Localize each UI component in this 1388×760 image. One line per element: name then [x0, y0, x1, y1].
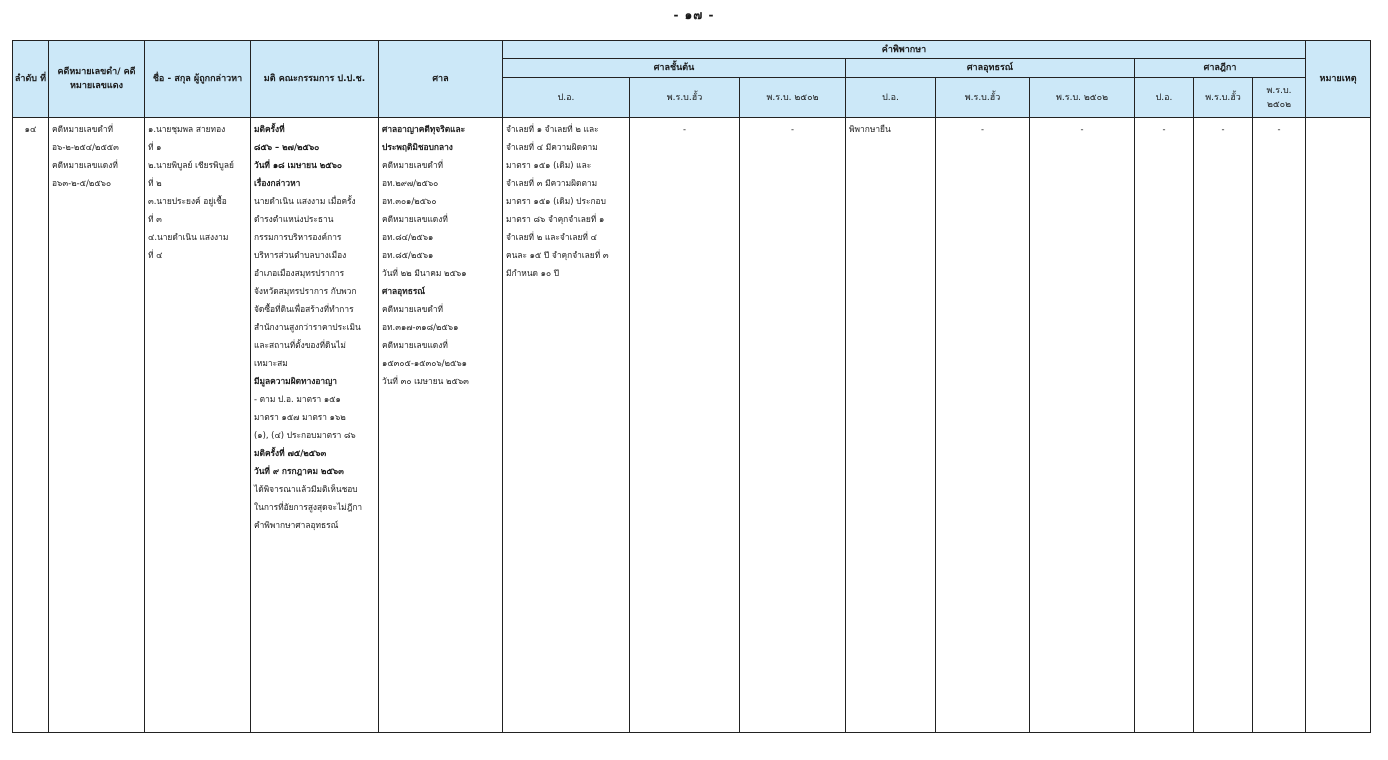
name-line: ที่ ๔: [148, 250, 163, 260]
resolution-line: คำพิพากษาศาลอุทธรณ์: [254, 520, 339, 530]
name-line: ที่ ๒: [148, 178, 162, 188]
header-first-pr2502: พ.ร.บ. ๒๕๐๒: [740, 78, 846, 118]
resolution-line: ได้พิจารณาแล้วมีมติเห็นชอบ: [254, 484, 358, 494]
court-line: คดีหมายเลขดำที่: [382, 160, 444, 170]
cell-name: [145, 118, 251, 733]
name-line: ๔.นายดำเนิน แสงงาม: [148, 232, 229, 242]
case-line: คดีหมายเลขดำที่: [52, 124, 114, 134]
cell-first-po: [503, 118, 630, 733]
court-line: คดีหมายเลขแดงที่: [382, 214, 448, 224]
header-first-pru: พ.ร.บ.ฮั้ว: [630, 78, 740, 118]
header-supreme-pru: พ.ร.บ.ฮั้ว: [1194, 78, 1253, 118]
court-line: ประพฤติมิชอบกลาง: [382, 142, 453, 152]
cell-appeal-pru: -: [936, 118, 1030, 733]
verdict-line: จำเลยที่ ๒ และจำเลยที่ ๔: [506, 232, 597, 242]
resolution-line: กรรมการบริหารองค์การ: [254, 232, 342, 242]
court-line: วันที่ ๓๐ เมษายน ๒๕๖๓: [382, 376, 469, 386]
header-supreme-po: ป.อ.: [1135, 78, 1194, 118]
resolution-line: เหมาะสม: [254, 358, 288, 368]
header-court-supreme: ศาลฎีกา: [1135, 59, 1306, 78]
court-line: อท.๓๑๗-๓๑๘/๒๕๖๑: [382, 322, 459, 332]
resolution-line: มติครั้งที่ ๗๕/๒๕๖๓: [254, 448, 327, 458]
cell-resolution: [251, 118, 379, 733]
header-order: ลำดับ ที่: [13, 41, 49, 118]
cell-case-number: [49, 118, 145, 733]
cell-supreme-pr2502: -: [1253, 118, 1306, 733]
cell-supreme-pru: -: [1194, 118, 1253, 733]
court-line: อท.๘๔/๒๕๖๑: [382, 232, 434, 242]
header-case-number: คดีหมายเลขดำ/ คดีหมายเลขแดง: [49, 41, 145, 118]
verdict-line: มีกำหนด ๑๐ ปี: [506, 268, 560, 278]
header-remarks: หมายเหตุ: [1306, 41, 1371, 118]
cell-order: ๑๔: [13, 118, 49, 733]
verdict-line: คนละ ๑๕ ปี จำคุกจำเลยที่ ๓: [506, 250, 609, 260]
resolution-line: (๑), (๔) ประกอบมาตรา ๘๖: [254, 430, 356, 440]
name-line: ๒.นายพิบูลย์ เชียรพิบูลย์: [148, 160, 234, 170]
resolution-line: และสถานที่ตั้งของที่ดินไม่: [254, 340, 346, 350]
case-line: อ๖๓-๒-๕/๒๕๖๐: [52, 178, 112, 188]
verdict-line: มาตรา ๘๖ จำคุกจำเลยที่ ๑: [506, 214, 605, 224]
resolution-line: - ตาม ป.อ. มาตรา ๑๕๑: [254, 394, 341, 404]
header-court-appeal: ศาลอุทธรณ์: [846, 59, 1135, 78]
name-line: ที่ ๑: [148, 142, 162, 152]
header-court: ศาล: [379, 41, 503, 118]
court-line: อท.๒๙๗/๒๕๖๐: [382, 178, 439, 188]
resolution-line: มติครั้งที่: [254, 124, 285, 134]
cell-remarks: [1306, 118, 1371, 733]
court-line: วันที่ ๒๒ มีนาคม ๒๕๖๑: [382, 268, 467, 278]
header-resolution: มติ คณะกรรมการ ป.ป.ช.: [251, 41, 379, 118]
resolution-line: เรื่องกล่าวหา: [254, 178, 301, 188]
case-line: คดีหมายเลขแดงที่: [52, 160, 118, 170]
resolution-line: ในการที่อัยการสูงสุดจะไม่ฎีกา: [254, 502, 363, 512]
header-appeal-pru: พ.ร.บ.ฮั้ว: [936, 78, 1030, 118]
court-line: ศาลอาญาคดีทุจริตและ: [382, 124, 466, 134]
cell-first-pr2502: -: [740, 118, 846, 733]
name-line: ๑.นายชุมพล สายทอง: [148, 124, 226, 134]
table-row: [13, 118, 1371, 733]
verdict-line: จำเลยที่ ๔ มีความผิดตาม: [506, 142, 598, 152]
resolution-line: มีมูลความผิดทางอาญา: [254, 376, 337, 386]
resolution-line: จังหวัดสมุทรปราการ กับพวก: [254, 286, 357, 296]
case-table: [12, 40, 1371, 733]
verdict-line: มาตรา ๑๕๑ (เดิม) และ: [506, 160, 592, 170]
cell-supreme-po: -: [1135, 118, 1194, 733]
court-line: คดีหมายเลขดำที่: [382, 304, 444, 314]
resolution-line: วันที่ ๑๘ เมษายน ๒๕๖๐: [254, 160, 342, 170]
court-line: อท.๓๐๑/๒๕๖๐: [382, 196, 437, 206]
header-appeal-po: ป.อ.: [846, 78, 936, 118]
header-name: ชื่อ - สกุล ผู้ถูกกล่าวหา: [145, 41, 251, 118]
verdict-line: จำเลยที่ ๓ มีความผิดตาม: [506, 178, 598, 188]
court-line: ศาลอุทธรณ์: [382, 286, 426, 296]
court-line: อท.๘๕/๒๕๖๑: [382, 250, 434, 260]
cell-appeal-po: พิพากษายืน: [846, 118, 936, 733]
resolution-line: ๘๕๖ – ๒๗/๒๕๖๐: [254, 142, 320, 152]
header-appeal-pr2502: พ.ร.บ. ๒๕๐๒: [1030, 78, 1135, 118]
resolution-line: มาตรา ๑๕๗ มาตรา ๑๖๒: [254, 412, 346, 422]
page-number: - ๑๗ -: [673, 8, 715, 22]
resolution-line: บริหารส่วนตำบลบางเมือง: [254, 250, 347, 260]
header-court-first: ศาลชั้นต้น: [503, 59, 846, 78]
name-line: ที่ ๓: [148, 214, 162, 224]
header-first-po: ป.อ.: [503, 78, 630, 118]
case-line: อ๖-๒-๒๕๔/๒๕๕๓: [52, 142, 119, 152]
header-verdict: คำพิพากษา: [503, 41, 1306, 59]
resolution-line: อำเภอเมืองสมุทรปราการ: [254, 268, 345, 278]
cell-court: [379, 118, 503, 733]
name-line: ๓.นายประยงค์ อยู่เชื้อ: [148, 196, 227, 206]
verdict-line: มาตรา ๑๕๑ (เดิม) ประกอบ: [506, 196, 606, 206]
verdict-line: จำเลยที่ ๑ จำเลยที่ ๒ และ: [506, 124, 599, 134]
resolution-line: จัดซื้อที่ดินเพื่อสร้างที่ทำการ: [254, 304, 354, 314]
resolution-line: สำนักงานสูงกว่าราคาประเมิน: [254, 322, 361, 332]
header-supreme-pr2502: พ.ร.บ. ๒๕๐๒: [1253, 78, 1306, 118]
court-line: ๑๕๓๐๕-๑๕๓๐๖/๒๕๖๑: [382, 358, 467, 368]
resolution-line: ดำรงตำแหน่งประธาน: [254, 214, 334, 224]
cell-first-pru: -: [630, 118, 740, 733]
resolution-line: นายดำเนิน แสงงาม เมื่อครั้ง: [254, 196, 356, 206]
cell-appeal-pr2502: -: [1030, 118, 1135, 733]
resolution-line: วันที่ ๙ กรกฎาคม ๒๕๖๓: [254, 466, 344, 476]
court-line: คดีหมายเลขแดงที่: [382, 340, 448, 350]
